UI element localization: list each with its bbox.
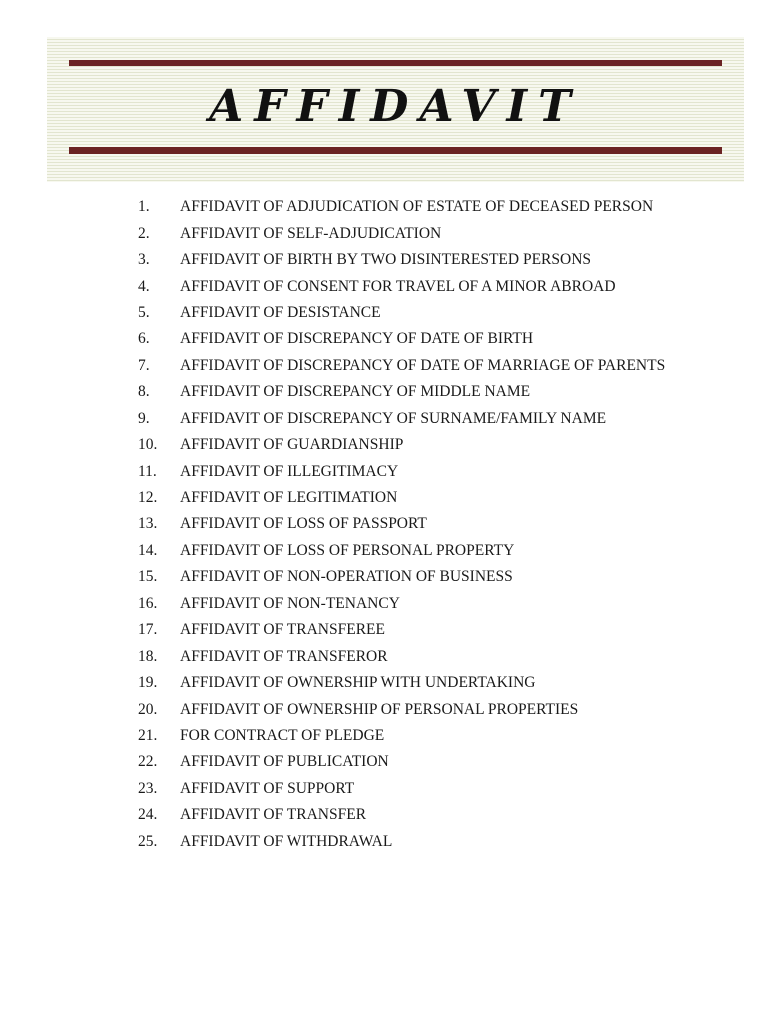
list-item [138, 353, 738, 379]
list-item-number: 6. [138, 330, 150, 348]
list-item [138, 300, 738, 326]
list-item [138, 511, 738, 537]
list-item [138, 194, 738, 220]
page-title: AFFIDAVIT [209, 81, 582, 132]
list-item-number: 25. [138, 832, 158, 850]
list-item [138, 802, 738, 828]
list-item-number: 18. [138, 647, 158, 665]
list-item-number: 15. [138, 568, 158, 586]
list-item-text: AFFIDAVIT OF TRANSFER [180, 806, 367, 824]
list-item-number: 22. [138, 753, 158, 771]
bottom-rule [69, 147, 722, 154]
list-item-text: AFFIDAVIT OF DISCREPANCY OF MIDDLE NAME [180, 383, 531, 401]
list-item [138, 670, 738, 696]
list-item-number: 5. [138, 303, 150, 321]
list-item-text: AFFIDAVIT OF DESISTANCE [180, 303, 381, 321]
list-item-text: AFFIDAVIT OF OWNERSHIP WITH UNDERTAKING [180, 674, 536, 692]
list-item-text: AFFIDAVIT OF LEGITIMATION [180, 489, 398, 507]
list-item-number: 20. [138, 700, 158, 718]
list-item [138, 591, 738, 617]
list-item-number: 23. [138, 779, 158, 797]
list-item-text: AFFIDAVIT OF DISCREPANCY OF DATE OF BIRTH [180, 330, 534, 348]
list-item-number: 11. [138, 462, 157, 480]
list-item-number: 24. [138, 806, 158, 824]
list-item-text: AFFIDAVIT OF TRANSFEREE [180, 621, 385, 639]
list-item-text: AFFIDAVIT OF SUPPORT [180, 779, 355, 797]
list-item-text: AFFIDAVIT OF WITHDRAWAL [180, 832, 393, 850]
list-item [138, 829, 738, 855]
list-item-text: AFFIDAVIT OF DISCREPANCY OF DATE OF MARRIAGE OF PARENTS [180, 356, 666, 374]
list-item-text: AFFIDAVIT OF LOSS OF PERSONAL PROPERTY [180, 541, 515, 559]
list-item-text: AFFIDAVIT OF NON-TENANCY [180, 594, 400, 612]
list-item-text: AFFIDAVIT OF ILLEGITIMACY [180, 462, 399, 480]
list-item-text: AFFIDAVIT OF LOSS OF PASSPORT [180, 515, 427, 533]
list-item-text: AFFIDAVIT OF GUARDIANSHIP [180, 436, 404, 454]
list-item [138, 538, 738, 564]
list-item-number: 14. [138, 541, 158, 559]
list-item-text: AFFIDAVIT OF CONSENT FOR TRAVEL OF A MINOR ABROAD [180, 277, 616, 295]
list-item [138, 458, 738, 484]
list-item-text: AFFIDAVIT OF OWNERSHIP OF PERSONAL PROPERTIES [180, 700, 579, 718]
top-rule [69, 60, 722, 66]
list-item [138, 776, 738, 802]
list-item [138, 406, 738, 432]
list-item [138, 379, 738, 405]
list-item-number: 9. [138, 409, 150, 427]
list-item [138, 696, 738, 722]
list-item [138, 564, 738, 590]
list-item [138, 723, 738, 749]
list-item-number: 10. [138, 436, 158, 454]
list-item-number: 4. [138, 277, 150, 295]
list-item-number: 12. [138, 489, 158, 507]
list-item-number: 16. [138, 594, 158, 612]
list-item-text: AFFIDAVIT OF DISCREPANCY OF SURNAME/FAMILY NAME [180, 409, 607, 427]
list-item [138, 485, 738, 511]
list-item-text: FOR CONTRACT OF PLEDGE [180, 726, 385, 744]
list-item [138, 220, 738, 246]
list-item-text: AFFIDAVIT OF BIRTH BY TWO DISINTERESTED PERSONS [180, 251, 592, 269]
list-item [138, 617, 738, 643]
list-item-number: 2. [138, 224, 150, 242]
list-item-number: 1. [138, 198, 150, 216]
list-item-number: 19. [138, 674, 158, 692]
list-item [138, 749, 738, 775]
list-item-number: 13. [138, 515, 158, 533]
list-item [138, 432, 738, 458]
list-item [138, 273, 738, 299]
list-item-number: 17. [138, 621, 158, 639]
list-item-number: 7. [138, 356, 150, 374]
list-item-text: AFFIDAVIT OF NON-OPERATION OF BUSINESS [180, 568, 513, 586]
list-item-text: AFFIDAVIT OF PUBLICATION [180, 753, 389, 771]
list-item [138, 643, 738, 669]
list-item [138, 247, 738, 273]
list-item-number: 21. [138, 726, 158, 744]
list-item [138, 326, 738, 352]
list-item-number: 8. [138, 383, 150, 401]
list-item-text: AFFIDAVIT OF TRANSFEROR [180, 647, 388, 665]
header-banner [47, 37, 744, 182]
list-item-number: 3. [138, 251, 150, 269]
affidavit-list [138, 194, 738, 855]
list-item-text: AFFIDAVIT OF ADJUDICATION OF ESTATE OF DECEASED PERSON [180, 198, 654, 216]
list-item-text: AFFIDAVIT OF SELF-ADJUDICATION [180, 224, 442, 242]
